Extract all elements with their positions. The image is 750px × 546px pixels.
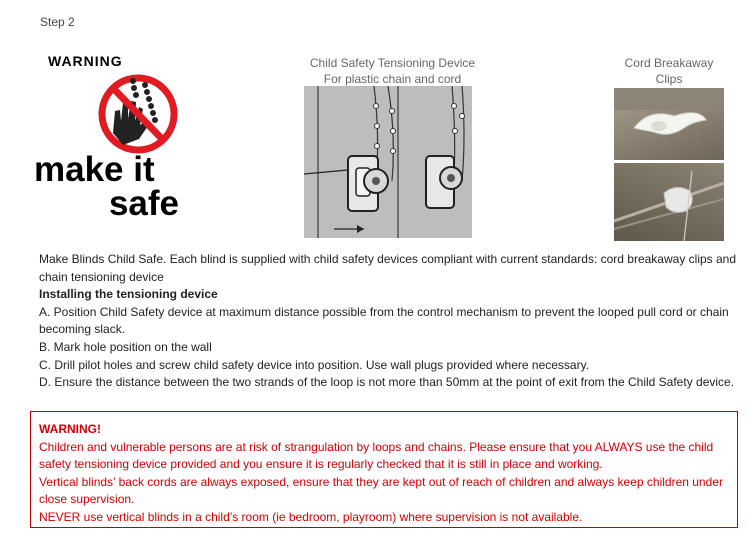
warning-box-title: WARNING! [39,422,101,436]
make-it-safe-text [34,150,179,223]
warning-box [30,411,738,528]
warning-paragraph: Children and vulnerable persons are at risk of strangulation by loops and chains. Please ensure that you ALWAYS use the child safety tensioning device provided and you ensure it is regularly checked that it is still in place and working. [39,439,714,471]
clips-caption-line2: Clips [655,72,683,86]
instruction-step: A. Position Child Safety device at maximum distance possible from the control mechanism to prevent the looped pull cord or chain becoming slack. [39,304,729,337]
step-label: Step 2 [40,15,75,29]
clips-caption-line1: Cord Breakaway [624,56,714,70]
instructions-heading: Installing the tensioning device [39,287,218,302]
make-it-line: make it [34,150,155,189]
instruction-step: D. Ensure the distance between the two strands of the loop is not more than 50mm at the point of exit from the Child Safety device. [39,375,735,390]
intro-text: Make Blinds Child Safe. Each blind is supplied with child safety devices compliant with current standards: cord breakaway clips and chain tensioning device [39,252,737,284]
clips-caption [614,55,724,87]
instruction-step: C. Drill pilot holes and screw child safety device into position. Use wall plugs provided where necessary. [39,357,590,372]
warning-paragraph: Vertical blinds’ back cords are always exposed, ensure that they are kept out of reach of children and always keep children under close supervision. [39,474,723,506]
warning-paragraph: NEVER use vertical blinds in a child’s room (ie bedroom, playroom) where supervision is not available. [39,509,583,524]
instructions [39,251,739,392]
warning-graphic-title: WARNING [48,53,123,69]
safe-line: safe [108,184,179,223]
breakaway-clip-photo-bottom [614,163,724,241]
no-child-warning-icon [93,73,183,155]
device-caption-title: Child Safety Tensioning Device [309,56,476,70]
tensioning-device-illustration [304,86,472,238]
breakaway-clip-photo-top [614,88,724,160]
instruction-step: B. Mark hole position on the wall [39,339,212,354]
device-caption [300,55,485,87]
device-caption-subtitle: For plastic chain and cord [323,72,462,86]
